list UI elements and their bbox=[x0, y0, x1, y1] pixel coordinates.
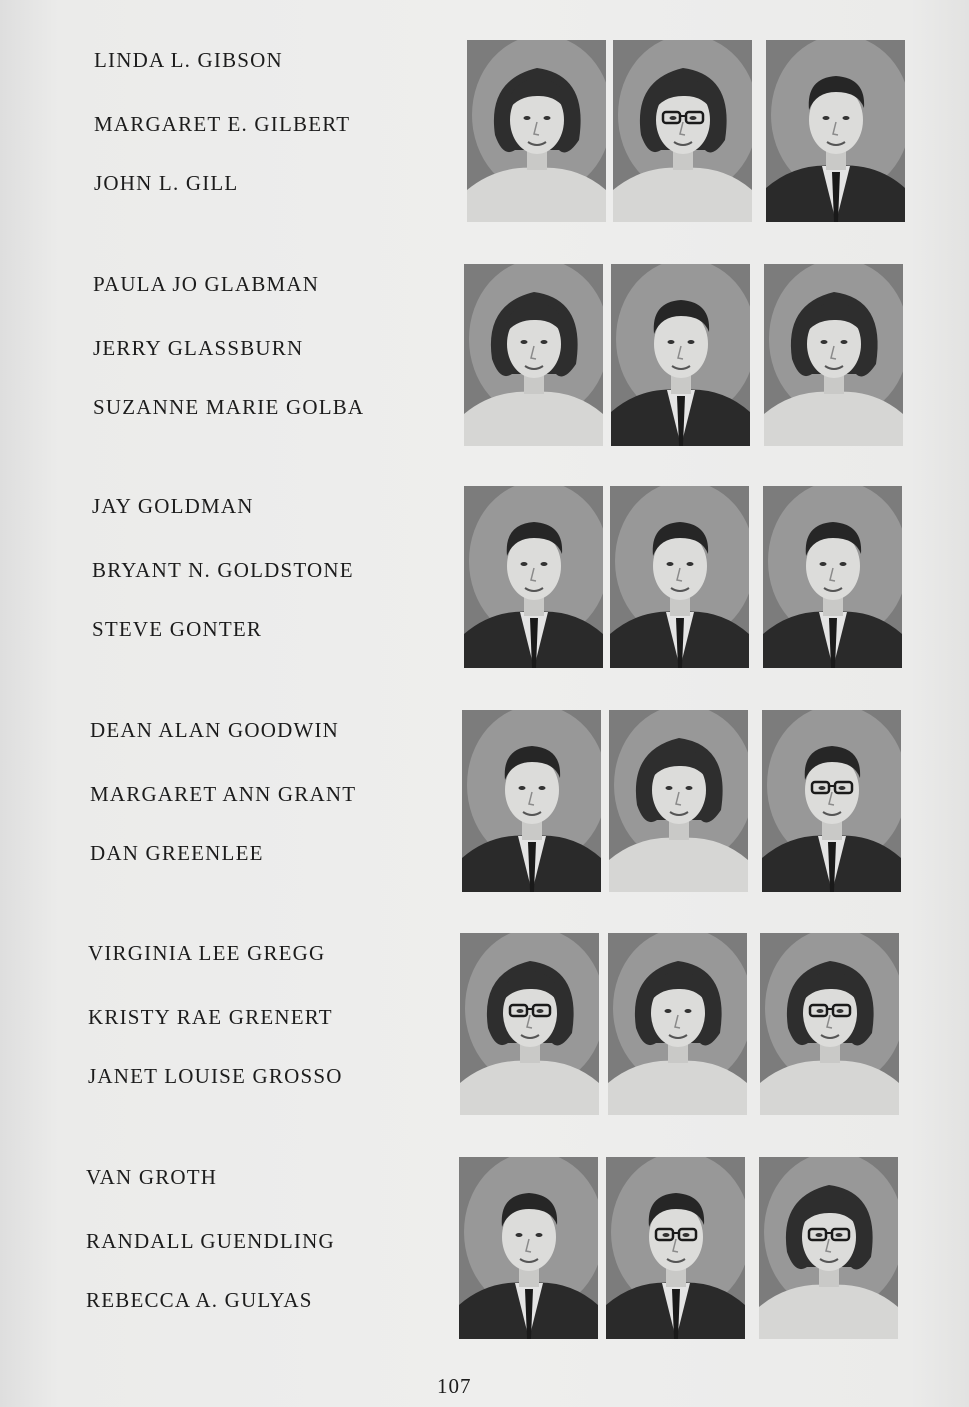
student-name: JANET LOUISE GROSSO bbox=[88, 1064, 343, 1088]
page-number: 107 bbox=[437, 1374, 472, 1398]
student-name-list bbox=[88, 933, 448, 1123]
student-name: KRISTY RAE GRENERT bbox=[88, 1005, 333, 1029]
student-name-list bbox=[90, 710, 450, 900]
student-name: MARGARET ANN GRANT bbox=[90, 782, 357, 806]
student-portrait-photo bbox=[611, 264, 750, 446]
student-name: DEAN ALAN GOODWIN bbox=[90, 718, 340, 742]
portrait-group bbox=[0, 486, 969, 676]
student-name: SUZANNE MARIE GOLBA bbox=[93, 395, 365, 419]
student-name: JAY GOLDMAN bbox=[92, 494, 254, 518]
student-name-list bbox=[93, 264, 453, 454]
student-name-list bbox=[92, 486, 452, 676]
portrait-group bbox=[0, 264, 969, 454]
student-portrait-photo bbox=[606, 1157, 745, 1339]
student-portrait-photo bbox=[464, 486, 603, 668]
student-name: MARGARET E. GILBERT bbox=[94, 112, 351, 136]
student-name: JERRY GLASSBURN bbox=[93, 336, 304, 360]
student-portrait-photo bbox=[764, 264, 903, 446]
student-name: PAULA JO GLABMAN bbox=[93, 272, 320, 296]
student-name-list bbox=[86, 1157, 446, 1347]
student-portrait-photo bbox=[759, 1157, 898, 1339]
portrait-group bbox=[0, 710, 969, 900]
student-portrait-photo bbox=[610, 486, 749, 668]
portrait-group bbox=[0, 1157, 969, 1347]
student-name-list bbox=[94, 40, 454, 230]
student-name: LINDA L. GIBSON bbox=[94, 48, 283, 72]
student-portrait-photo bbox=[460, 933, 599, 1115]
student-name: VAN GROTH bbox=[86, 1165, 218, 1189]
student-name: BRYANT N. GOLDSTONE bbox=[92, 558, 354, 582]
student-name: DAN GREENLEE bbox=[90, 841, 264, 865]
student-portrait-photo bbox=[762, 710, 901, 892]
student-name: STEVE GONTER bbox=[92, 617, 263, 641]
student-name: RANDALL GUENDLING bbox=[86, 1229, 335, 1253]
student-portrait-photo bbox=[608, 933, 747, 1115]
student-portrait-photo bbox=[459, 1157, 598, 1339]
student-name: VIRGINIA LEE GREGG bbox=[88, 941, 326, 965]
student-portrait-photo bbox=[462, 710, 601, 892]
student-portrait-photo bbox=[763, 486, 902, 668]
student-name: REBECCA A. GULYAS bbox=[86, 1288, 313, 1312]
student-portrait-photo bbox=[464, 264, 603, 446]
portrait-group bbox=[0, 40, 969, 230]
student-portrait-photo bbox=[613, 40, 752, 222]
student-portrait-photo bbox=[760, 933, 899, 1115]
student-portrait-photo bbox=[609, 710, 748, 892]
student-portrait-photo bbox=[766, 40, 905, 222]
student-name: JOHN L. GILL bbox=[94, 171, 239, 195]
portrait-group bbox=[0, 933, 969, 1123]
student-portrait-photo bbox=[467, 40, 606, 222]
